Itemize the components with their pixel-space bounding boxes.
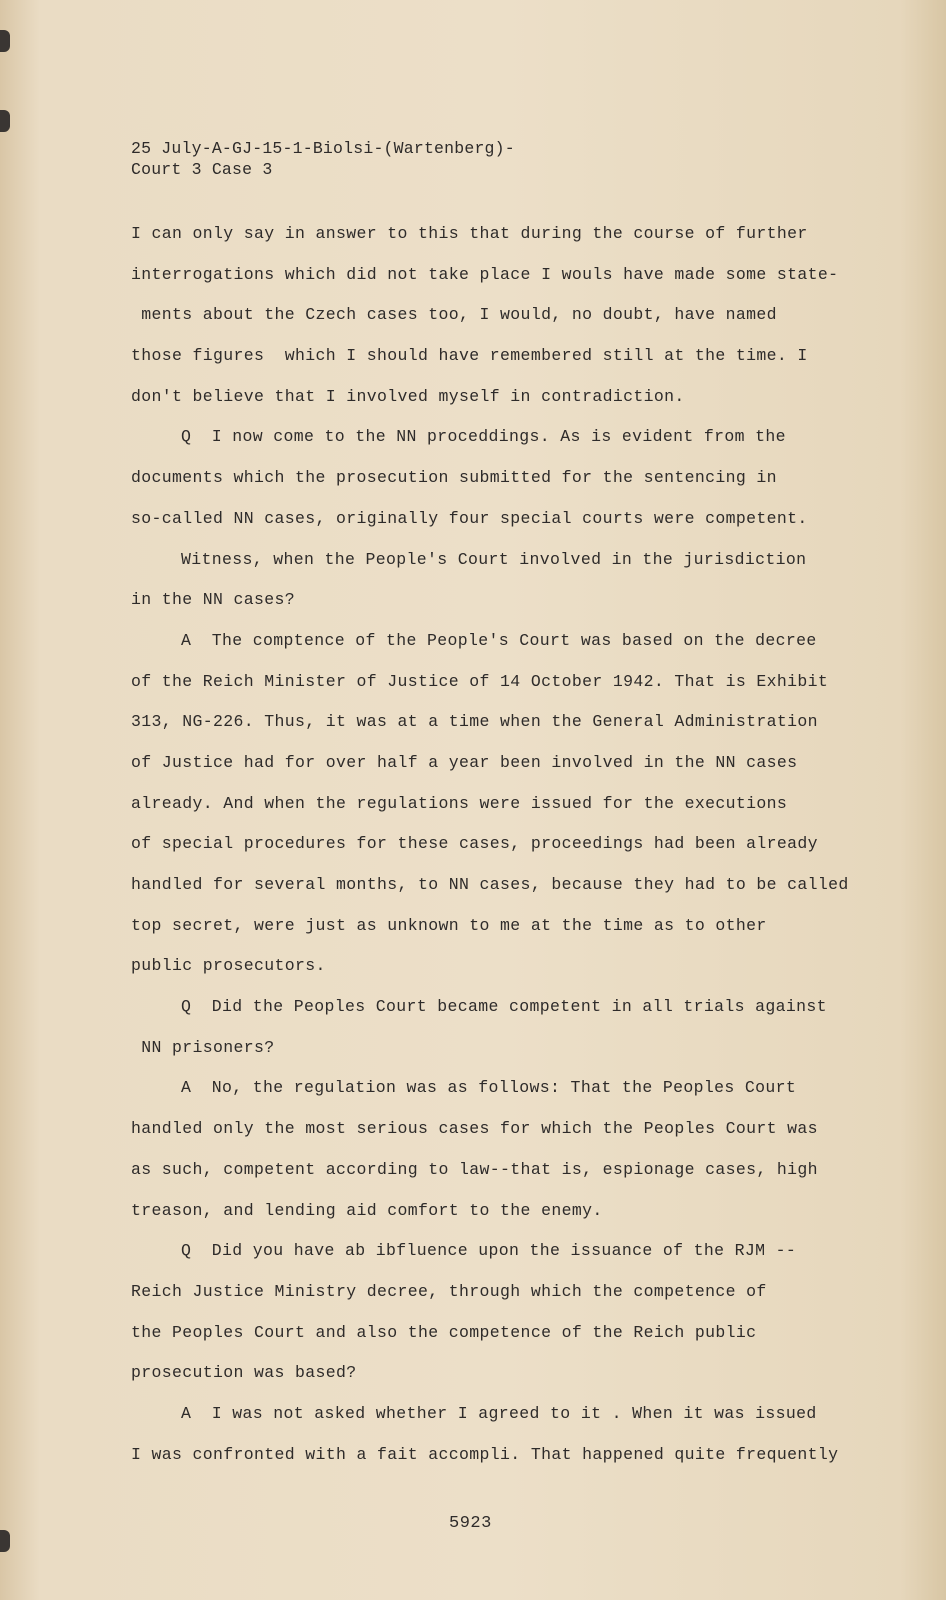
transcript-line: A The comptence of the People's Court was based on the decree xyxy=(181,630,817,650)
transcript-line: top secret, were just as unknown to me at the time as to other xyxy=(131,915,767,935)
transcript-line: NN prisoners? xyxy=(131,1037,275,1057)
binding-hole xyxy=(0,1530,10,1552)
transcript-line: handled for several months, to NN cases, because they had to be called xyxy=(131,875,849,894)
transcript-line: the Peoples Court and also the competence of the Reich public xyxy=(131,1322,757,1342)
transcript-line: documents which the prosecution submitted for the sentencing in xyxy=(131,468,777,488)
transcript-line: ments about the Czech cases too, I would, no doubt, have named xyxy=(131,305,777,325)
header-line-1: 25 July-A-GJ-15-1-Biolsi-(Wartenberg)- xyxy=(131,139,515,158)
transcript-line: of Justice had for over half a year been involved in the NN cases xyxy=(131,752,798,772)
transcript-line: A No, the regulation was as follows: That the Peoples Court xyxy=(181,1078,797,1098)
transcript-line: those figures which I should have remembered still at the time. I xyxy=(131,346,808,366)
transcript-line: handled only the most serious cases for which the Peoples Court was xyxy=(131,1119,818,1139)
transcript-line: I can only say in answer to this that during the course of further xyxy=(131,224,808,243)
transcript-line: Q Did you have ab ibfluence upon the issuance of the RJM -- xyxy=(181,1241,797,1261)
transcript-line: of special procedures for these cases, proceedings had been already xyxy=(131,834,818,854)
header-line-2: Court 3 Case 3 xyxy=(131,160,273,179)
transcript-line: of the Reich Minister of Justice of 14 October 1942. That is Exhibit xyxy=(131,671,829,691)
binding-hole xyxy=(0,110,10,132)
document-header xyxy=(131,138,515,180)
transcript-line: in the NN cases? xyxy=(131,590,296,610)
transcript-line: so-called NN cases, originally four special courts were competent. xyxy=(131,508,808,528)
transcript-line: Reich Justice Ministry decree, through which the competence of xyxy=(131,1281,767,1301)
transcript-line: A I was not asked whether I agreed to it . When it was issued xyxy=(181,1403,817,1423)
transcript-body xyxy=(131,220,851,1481)
transcript-line: as such, competent according to law--that is, espionage cases, high xyxy=(131,1159,818,1179)
transcript-line: public prosecutors. xyxy=(131,956,326,976)
transcript-line: interrogations which did not take place I wouls have made some state- xyxy=(131,264,839,284)
transcript-line: Witness, when the People's Court involved in the jurisdiction xyxy=(181,549,807,569)
transcript-line: Q I now come to the NN proceddings. As is evident from the xyxy=(181,427,786,447)
transcript-line: Q Did the Peoples Court became competent in all trials against xyxy=(181,997,827,1017)
binding-hole xyxy=(0,30,10,52)
transcript-line: treason, and lending aid comfort to the enemy. xyxy=(131,1200,603,1220)
transcript-line: already. And when the regulations were issued for the executions xyxy=(131,793,788,813)
transcript-line: 313, NG-226. Thus, it was at a time when the General Administration xyxy=(131,712,818,732)
transcript-line: prosecution was based? xyxy=(131,1363,357,1383)
binding-holes xyxy=(0,0,14,1600)
transcript-line: I was confronted with a fait accompli. That happened quite frequently xyxy=(131,1444,839,1464)
transcript-line: don't believe that I involved myself in contradiction. xyxy=(131,386,685,406)
page-number: 5923 xyxy=(449,1514,492,1533)
